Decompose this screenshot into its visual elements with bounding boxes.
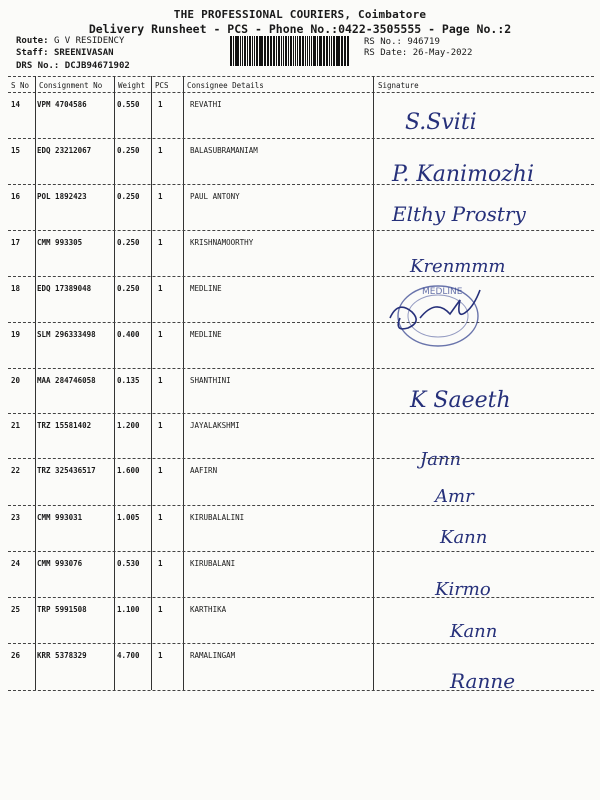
row-pcs: 1	[158, 421, 163, 430]
row-pcs: 1	[158, 605, 163, 614]
row-sno: 21	[11, 421, 21, 430]
row-consignment-no: KRR 5378329	[37, 651, 87, 660]
row-consignment-no: TRP 5991508	[37, 605, 87, 614]
staff-line	[16, 48, 114, 58]
row-signature: Jann	[420, 449, 462, 470]
row-weight: 1.200	[117, 421, 140, 430]
col-consignee-header: Consignee Details	[187, 81, 264, 90]
row-separator	[8, 368, 594, 369]
route-label: Route:	[16, 36, 49, 46]
row-consignment-no: POL 1892423	[37, 192, 87, 201]
row-pcs: 1	[158, 513, 163, 522]
row-consignee: REVATHI	[190, 100, 222, 109]
row-consignment-no: TRZ 325436517	[37, 466, 96, 475]
row-separator	[8, 184, 594, 185]
row-weight: 1.005	[117, 513, 140, 522]
row-weight: 0.550	[117, 100, 140, 109]
row-sno: 22	[11, 466, 21, 475]
row-sno: 17	[11, 238, 21, 247]
row-weight: 0.250	[117, 238, 140, 247]
row-weight: 0.250	[117, 192, 140, 201]
row-sno: 25	[11, 605, 21, 614]
row-signature: Elthy Prostry	[392, 202, 526, 226]
row-weight: 0.530	[117, 559, 140, 568]
route-line	[16, 36, 124, 46]
row-signature: Ranne	[450, 669, 516, 693]
row-consignment-no: EDQ 23212067	[37, 146, 92, 155]
row-separator	[8, 322, 594, 323]
header-bottom-rule	[8, 92, 594, 93]
rs-number: RS No.: 946719	[364, 37, 440, 47]
row-consignment-no: CMM 993031	[37, 513, 83, 522]
row-separator	[8, 138, 594, 139]
row-pcs: 1	[158, 284, 163, 293]
row-separator	[8, 276, 594, 277]
col-sno-header: S No	[11, 81, 30, 90]
row-sno: 14	[11, 100, 21, 109]
row-pcs: 1	[158, 651, 163, 660]
col-consignment-header: Consignment No	[39, 81, 103, 90]
row-separator	[8, 413, 594, 414]
row-consignee: KIRUBALALINI	[190, 513, 245, 522]
row-consignee: MEDLINE	[190, 284, 222, 293]
row-weight: 1.600	[117, 466, 140, 475]
row-separator	[8, 230, 594, 231]
row-weight: 1.100	[117, 605, 140, 614]
row-signature: P. Kanimozhi	[392, 162, 534, 187]
row-sno: 26	[11, 651, 21, 660]
row-separator	[8, 458, 594, 459]
row-consignee: RAMALINGAM	[190, 651, 236, 660]
col-weight-header: Weight	[118, 81, 146, 90]
row-consignment-no: SLM 296333498	[37, 330, 96, 339]
row-sno: 15	[11, 146, 21, 155]
row-pcs: 1	[158, 238, 163, 247]
row-weight: 0.250	[117, 284, 140, 293]
company-title: THE PROFESSIONAL COURIERS, Coimbatore	[173, 8, 427, 21]
row-consignment-no: MAA 284746058	[37, 376, 96, 385]
row-sno: 19	[11, 330, 21, 339]
row-consignment-no: CMM 993305	[37, 238, 83, 247]
row-weight: 0.135	[117, 376, 140, 385]
row-pcs: 1	[158, 466, 163, 475]
row-consignee: MEDLINE	[190, 330, 222, 339]
row-separator	[8, 597, 594, 598]
barcode-image	[230, 36, 350, 66]
row-separator	[8, 643, 594, 644]
row-pcs: 1	[158, 330, 163, 339]
row-sno: 18	[11, 284, 21, 293]
drs-line	[16, 61, 130, 71]
row-pcs: 1	[158, 376, 163, 385]
row-signature: Kirmo	[435, 579, 491, 600]
row-separator	[8, 505, 594, 506]
row-signature: Amr	[435, 486, 474, 507]
row-sno: 23	[11, 513, 21, 522]
row-consignment-no: CMM 993076	[37, 559, 83, 568]
row-consignment-no: VPM 4704586	[37, 100, 87, 109]
row-consignee: KRISHNAMOORTHY	[190, 238, 254, 247]
row-sno: 24	[11, 559, 21, 568]
row-signature: K Saeeth	[410, 388, 511, 413]
row-separator	[8, 551, 594, 552]
row-sno: 20	[11, 376, 21, 385]
stamp-text: MEDLINE	[422, 287, 463, 297]
col-signature-header: Signature	[378, 81, 419, 90]
delivery-stamp-image	[380, 278, 500, 358]
row-pcs: 1	[158, 146, 163, 155]
row-signature: Kann	[440, 527, 488, 548]
row-pcs: 1	[158, 192, 163, 201]
row-weight: 0.250	[117, 146, 140, 155]
runsheet-subtitle: Delivery Runsheet - PCS - Phone No.:0422-3505555 - Page No.:2	[88, 22, 512, 36]
row-consignee: PAUL ANTONY	[190, 192, 240, 201]
route-value: G V RESIDENCY	[53, 36, 125, 46]
row-consignee: BALASUBRAMANIAM	[190, 146, 258, 155]
row-pcs: 1	[158, 559, 163, 568]
table-top-rule	[8, 76, 594, 77]
drs-label: DRS No.:	[16, 61, 60, 71]
row-sno: 16	[11, 192, 21, 201]
row-consignee: KARTHIKA	[190, 605, 227, 614]
row-consignee: SHANTHINI	[190, 376, 231, 385]
staff-label: Staff:	[16, 48, 49, 58]
row-consignee: KIRUBALANI	[190, 559, 236, 568]
row-consignment-no: EDQ 17389048	[37, 284, 92, 293]
row-consignee: AAFIRN	[190, 466, 218, 475]
row-consignment-no: TRZ 15581402	[37, 421, 92, 430]
row-weight: 4.700	[117, 651, 140, 660]
row-signature: Kann	[450, 621, 498, 642]
col-pcs-header: PCS	[155, 81, 169, 90]
row-weight: 0.400	[117, 330, 140, 339]
drs-value: DCJB94671902	[64, 61, 130, 71]
row-consignee: JAYALAKSHMI	[190, 421, 240, 430]
row-signature: S.Sviti	[405, 110, 477, 135]
row-signature: Krenmmm	[410, 256, 506, 277]
table-bottom-rule	[8, 690, 594, 691]
rs-date: RS Date: 26-May-2022	[364, 48, 473, 58]
row-pcs: 1	[158, 100, 163, 109]
staff-value: SREENIVASAN	[53, 48, 114, 58]
